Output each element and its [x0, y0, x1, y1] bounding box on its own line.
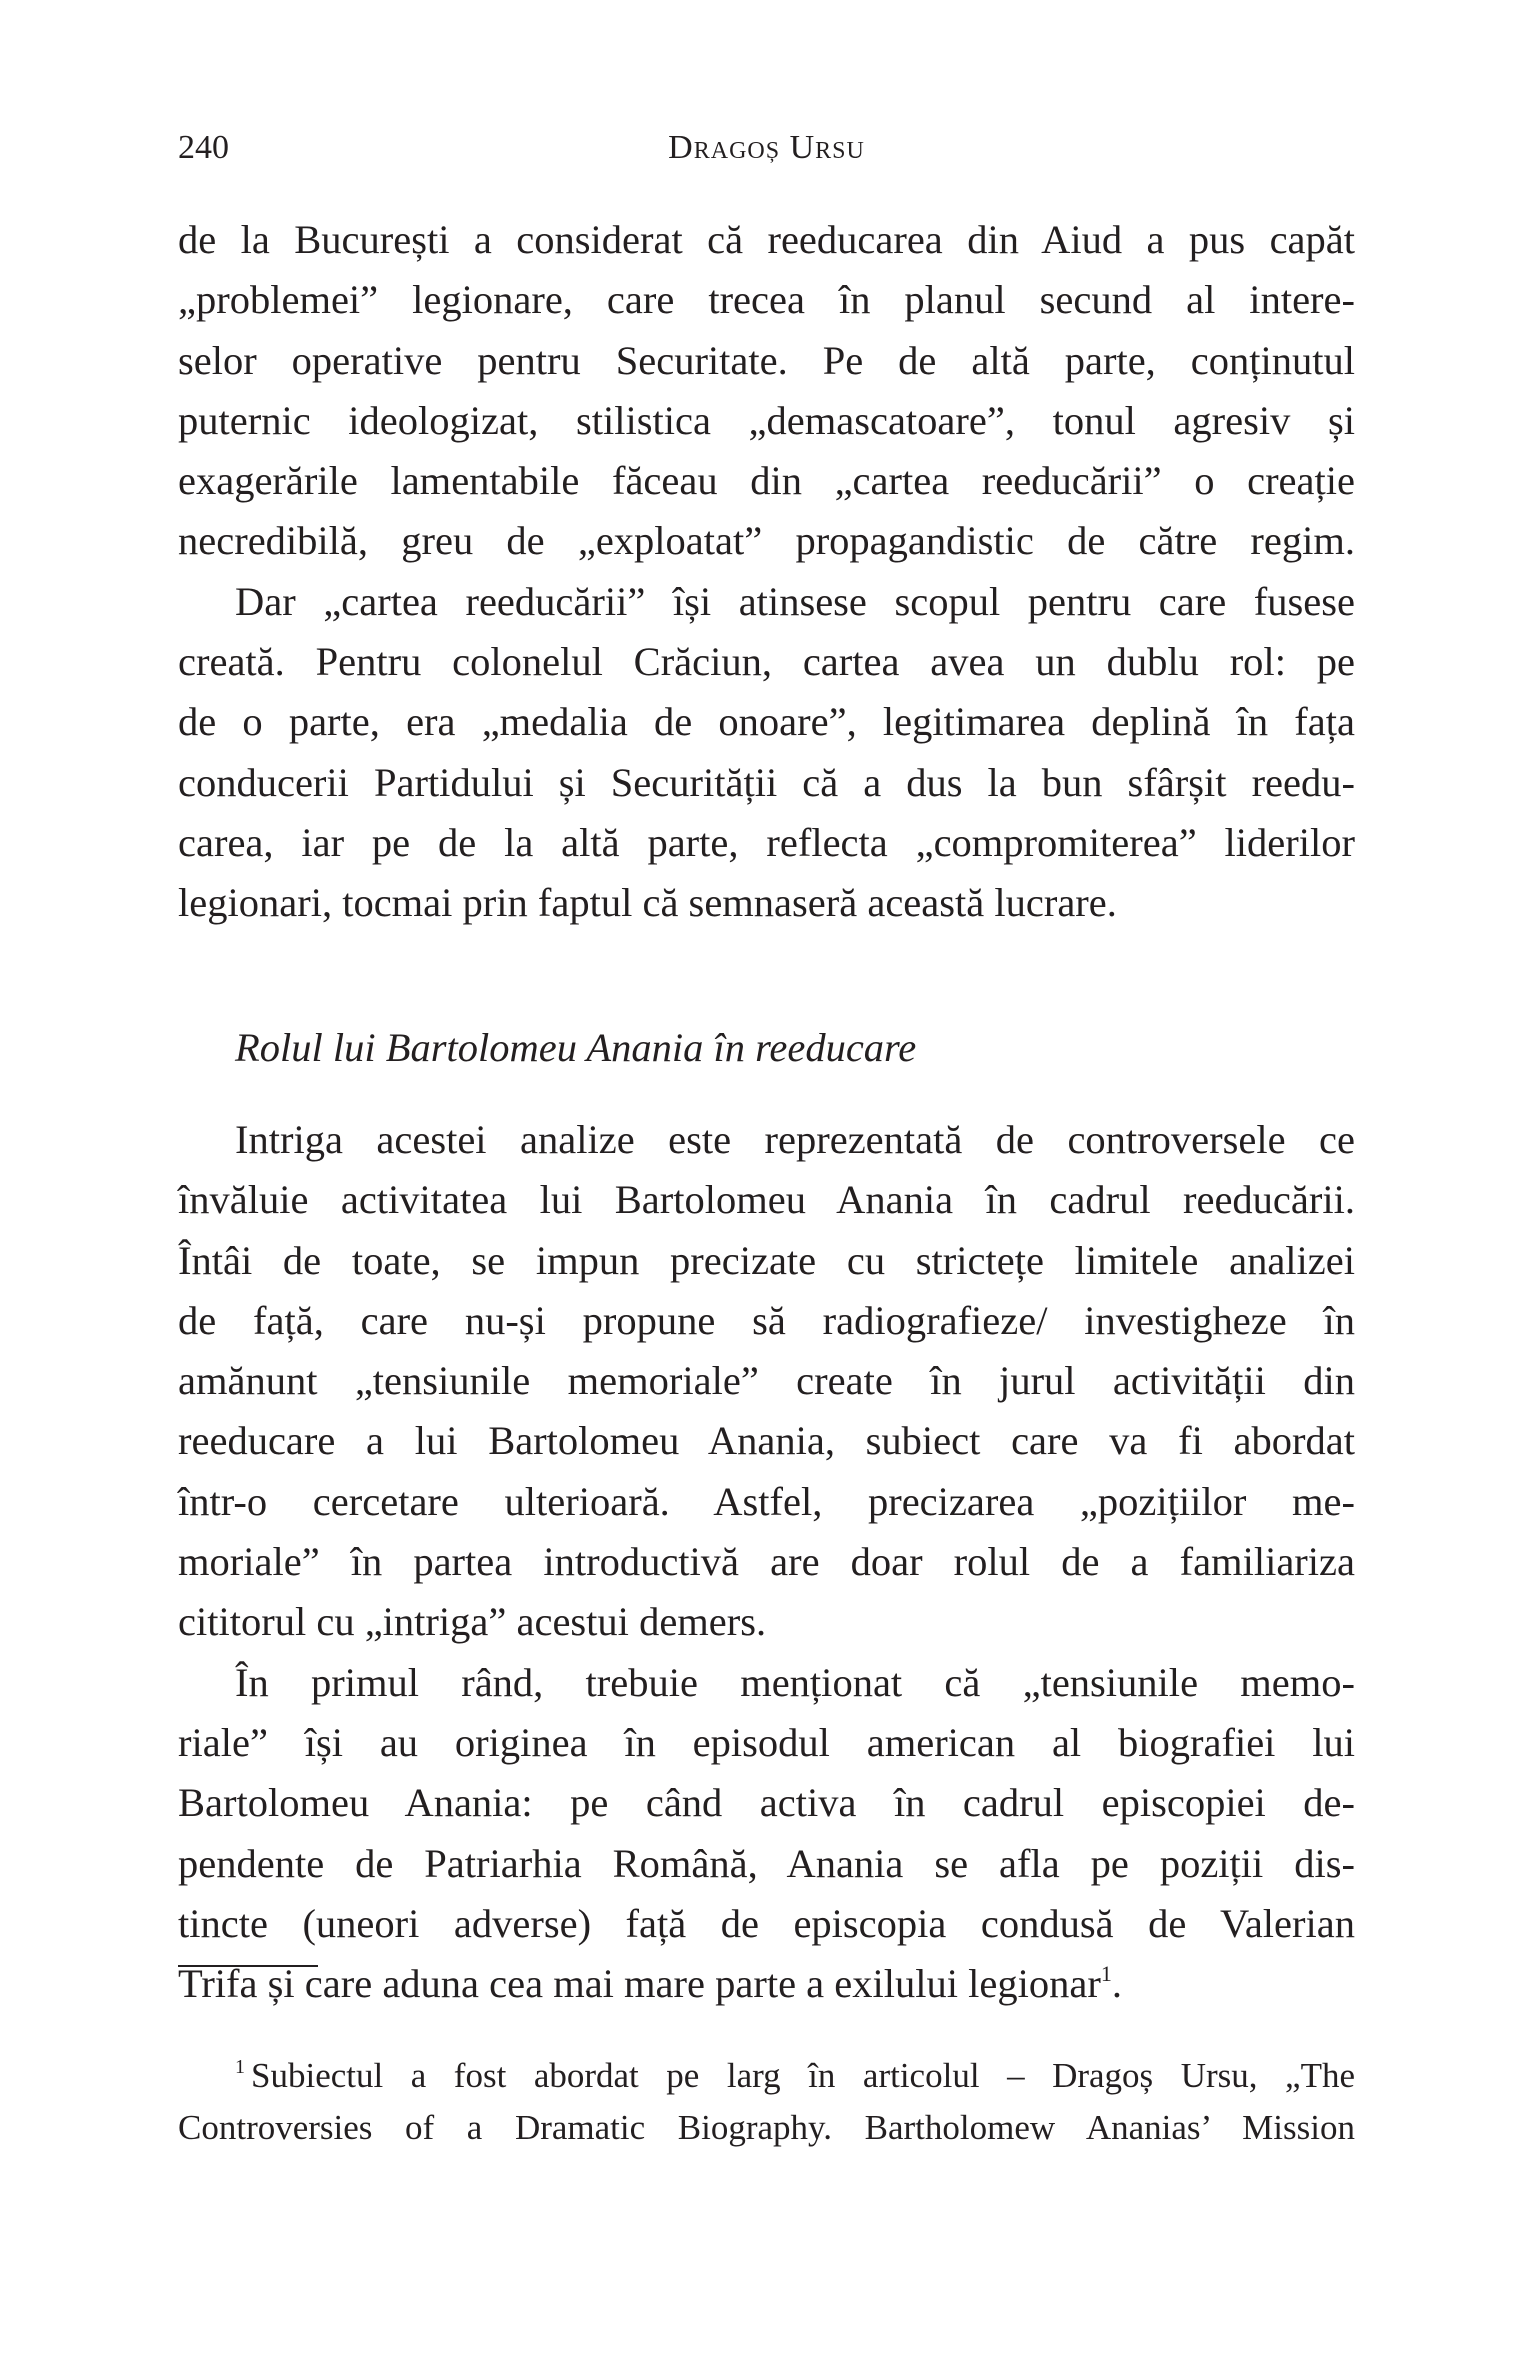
sentence-period: .: [1111, 1961, 1122, 2007]
text-line: Intriga acestei analize este reprezentată de controversele ce: [235, 1117, 1355, 1162]
paragraph: [178, 1653, 1355, 2015]
text-line: riale” își au originea în episodul american al biografiei lui: [178, 1719, 1355, 1765]
text-line: moriale” în partea introductivă are doar rolul de a familiariza: [178, 1539, 1355, 1585]
section-body: [178, 1110, 1355, 2014]
text-line: legionari, tocmai prin faptul că semnaseră această lucrare.: [178, 880, 1117, 926]
text-line: selor operative pentru Securitate. Pe de altă parte, conținutul: [178, 337, 1355, 383]
text-line: învăluie activitatea lui Bartolomeu Anania în cadrul reeducării.: [178, 1177, 1355, 1223]
text-line: de o parte, era „medalia de onoare”, legitimarea deplină în fața: [178, 699, 1355, 745]
paragraph: [178, 572, 1355, 934]
text-line: conducerii Partidului și Securității că a dus la bun sfârșit reedu-: [178, 759, 1355, 805]
text-line: Întâi de toate, se impun precizate cu strictețe limitele analizei: [178, 1237, 1355, 1283]
text-line: carea, iar pe de la altă parte, reflecta „compromiterea” liderilor: [178, 819, 1355, 865]
text-line: reeducare a lui Bartolomeu Anania, subiect care va fi abordat: [178, 1418, 1355, 1464]
footnote: [178, 2050, 1355, 2154]
paragraph: [178, 1110, 1355, 1653]
text-line-with-footnote: [178, 1954, 1355, 2014]
text-line: puternic ideologizat, stilistica „demascatoare”, tonul agresiv și: [178, 397, 1355, 443]
text-line: Dar „cartea reeducării” își atinsese scopul pentru care fusese: [235, 578, 1355, 624]
text-line: cititorul cu „intriga” acestui demers.: [178, 1599, 767, 1645]
text-line: pendente de Patriarhia Română, Anania se afla pe poziții dis-: [178, 1840, 1355, 1886]
text-line: creată. Pentru colonelul Crăciun, cartea avea un dublu rol: pe: [178, 639, 1355, 685]
text-line: exagerările lamentabile făceau din „cartea reeducării” o creație: [178, 458, 1355, 504]
footnote-reference[interactable]: 1: [1100, 1961, 1112, 1987]
text-line: tincte (uneori adverse) față de episcopia condusă de Valerian: [178, 1900, 1355, 1946]
paragraph: [178, 210, 1355, 572]
text-line: „problemei” legionare, care trecea în planul secund al intere-: [178, 277, 1355, 323]
footnote-line: [178, 2050, 1355, 2102]
footnote-text: Subiectul a fost abordat pe larg în articolul – Dragoș Ursu, „The: [251, 2056, 1355, 2095]
text-line: necredibilă, greu de „exploatat” propagandistic de către regim.: [178, 518, 1355, 564]
text-line: într-o cercetare ulterioară. Astfel, precizarea „pozițiilor me-: [178, 1478, 1355, 1524]
body-text: [178, 210, 1355, 934]
text-line: de față, care nu-și propune să radiografieze/ investigheze în: [178, 1297, 1355, 1343]
footnote-line: Controversies of a Dramatic Biography. Bartholomew Ananias’ Mission: [178, 2108, 1355, 2147]
footnote-separator: [178, 1965, 318, 1967]
text-line: Trifa și care aduna cea mai mare parte a exilului legionar: [178, 1961, 1101, 2007]
running-title-author: Dragoș Ursu: [668, 129, 865, 166]
running-header: [178, 128, 1355, 168]
footnotes: [178, 2050, 1355, 2154]
text-line: În primul rând, trebuie menționat că „tensiunile memo-: [235, 1659, 1355, 1705]
text-line: de la București a considerat că reeducarea din Aiud a pus capăt: [178, 217, 1355, 262]
text-line: amănunt „tensiunile memoriale” create în jurul activității din: [178, 1358, 1355, 1404]
text-line: Bartolomeu Anania: pe când activa în cadrul episcopiei de-: [178, 1780, 1355, 1826]
page-number: 240: [178, 129, 229, 166]
footnote-number: 1: [235, 2056, 245, 2078]
section-heading: Rolul lui Bartolomeu Anania în reeducare: [235, 1025, 917, 1070]
